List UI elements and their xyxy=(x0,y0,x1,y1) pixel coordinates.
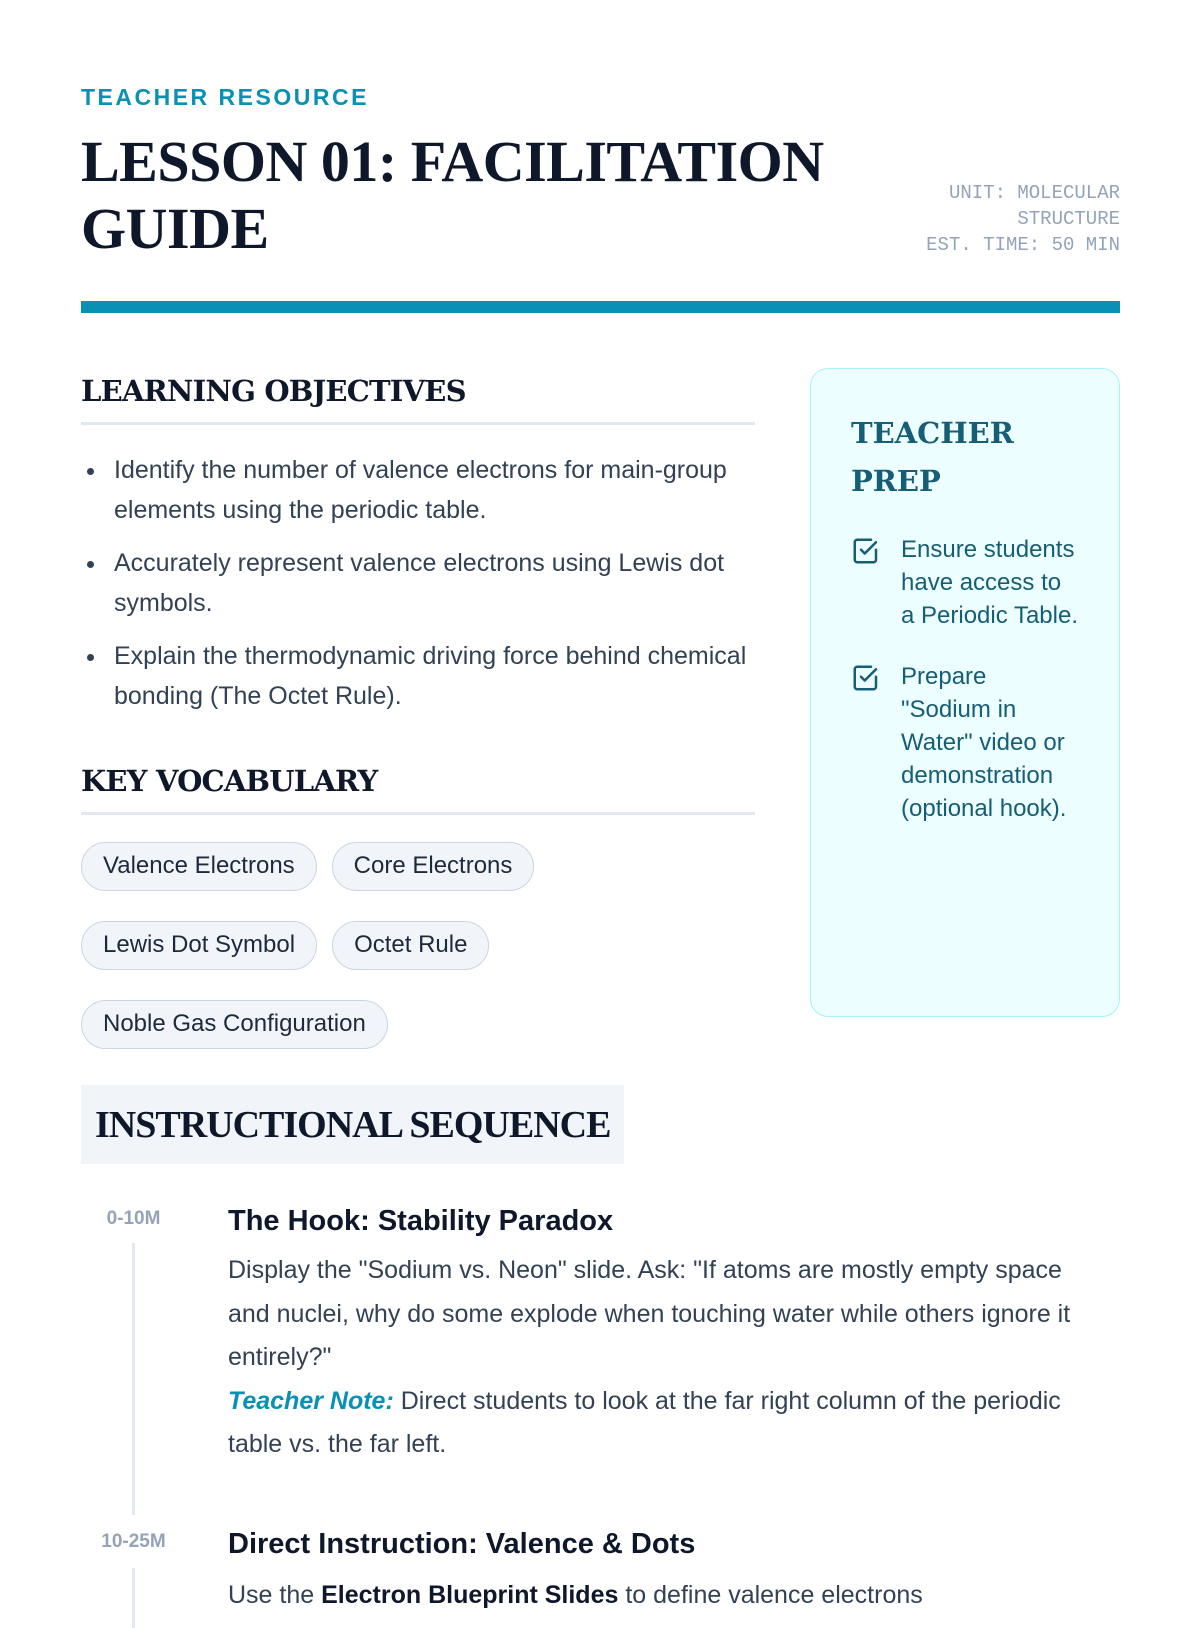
teacher-note-text: Direct students to look at the far right column of the periodic table vs. the far left. xyxy=(228,1386,1061,1458)
sequence-step xyxy=(81,1528,1121,1608)
sequence-heading: INSTRUCTIONAL SEQUENCE xyxy=(81,1085,624,1164)
step-body xyxy=(228,1249,1108,1467)
vocabulary-heading: KEY VOCABULARY xyxy=(81,764,755,815)
lesson-meta xyxy=(890,180,1120,258)
slides-reference: Electron Blueprint Slides xyxy=(321,1581,619,1609)
vocab-tag: Octet Rule xyxy=(332,921,489,970)
checkbox-checked-icon xyxy=(851,663,881,693)
objectives-list xyxy=(81,450,755,729)
list-item: Explain the thermodynamic driving force behind chemical bonding (The Octet Rule). xyxy=(81,636,755,716)
step-title: The Hook: Stability Paradox xyxy=(228,1205,614,1237)
vocab-tag: Noble Gas Configuration xyxy=(81,1000,388,1049)
eyebrow-label: TEACHER RESOURCE xyxy=(81,84,369,110)
vocabulary-tags xyxy=(81,842,755,1049)
teacher-note-label: Teacher Note: xyxy=(228,1386,394,1415)
list-item: Identify the number of valence electrons for main-group elements using the periodic table. xyxy=(81,450,755,530)
checkbox-checked-icon xyxy=(851,536,881,566)
step-body xyxy=(228,1574,1108,1618)
vocab-tag: Core Electrons xyxy=(332,842,535,891)
vocab-tag: Lewis Dot Symbol xyxy=(81,921,317,970)
prep-heading: TEACHER PREP xyxy=(851,416,1014,498)
vocab-tag: Valence Electrons xyxy=(81,842,317,891)
step-text: Display the "Sodium vs. Neon" slide. Ask: "If atoms are mostly empty space and nuclei, why do some explode when touching water while others ignore it entirely?" xyxy=(228,1256,1071,1371)
teacher-prep-panel xyxy=(810,368,1120,1017)
unit-label: UNIT: MOLECULAR STRUCTURE xyxy=(948,182,1120,230)
page-title: LESSON 01: FACILITATION GUIDE xyxy=(81,129,824,261)
prep-item-text: Prepare "Sodium in Water" video or demonstration (optional hook). xyxy=(901,663,1067,822)
prep-item-text: Ensure students have access to a Periodic Table. xyxy=(901,536,1078,629)
header-divider xyxy=(81,301,1120,313)
step-text: to define valence electrons xyxy=(618,1581,923,1609)
step-time: 10-25M xyxy=(101,1531,166,1552)
prep-item xyxy=(851,660,1079,825)
list-item: Accurately represent valence electrons using Lewis dot symbols. xyxy=(81,543,755,623)
objectives-heading: LEARNING OBJECTIVES xyxy=(81,374,755,425)
timeline-line xyxy=(132,1568,135,1628)
timeline-line xyxy=(132,1243,135,1515)
prep-item xyxy=(851,533,1079,632)
step-text: Use the xyxy=(228,1581,322,1609)
step-time: 0-10M xyxy=(106,1208,161,1229)
step-title: Direct Instruction: Valence & Dots xyxy=(228,1528,696,1560)
sequence-step xyxy=(81,1205,1121,1525)
time-label: EST. TIME: 50 MIN xyxy=(926,234,1120,256)
